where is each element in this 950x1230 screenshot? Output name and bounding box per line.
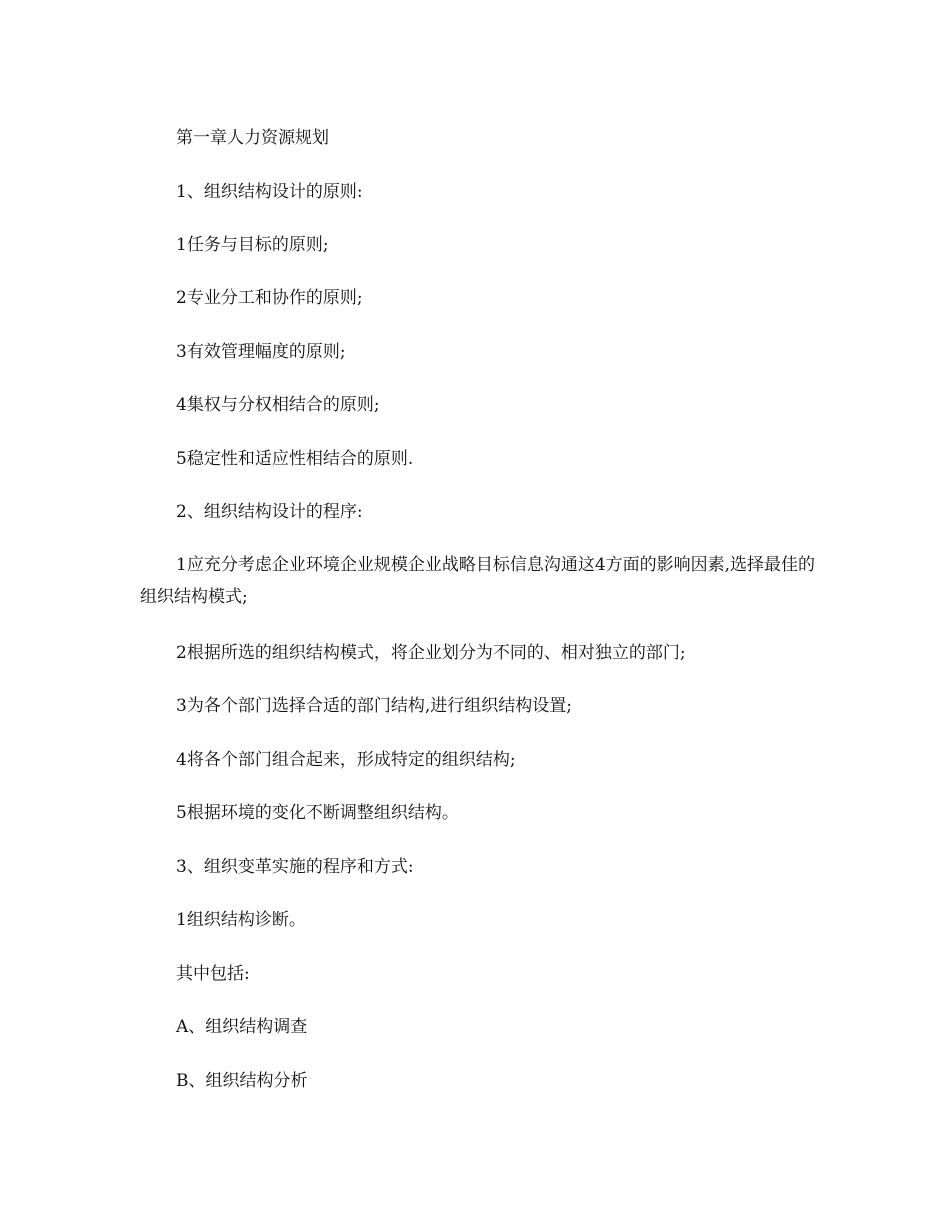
list-item: 5根据环境的变化不断调整组织结构。 xyxy=(176,803,459,823)
section-heading: 1、组织结构设计的原则: xyxy=(176,182,363,202)
list-item: 其中包括: xyxy=(176,964,250,984)
list-item: A、组织结构调查 xyxy=(176,1017,308,1037)
chapter-title: 第一章人力资源规划 xyxy=(176,128,329,148)
section-heading: 3、组织变革实施的程序和方式: xyxy=(176,857,414,877)
list-item: 3有效管理幅度的原则; xyxy=(176,342,346,362)
list-item: 1应充分考虑企业环境企业规模企业战略目标信息沟通这4方面的影响因素,选择最佳的组织结构模式; xyxy=(140,555,816,607)
list-item: 4将各个部门组合起来，形成特定的组织结构; xyxy=(176,750,516,770)
list-item: B、组织结构分析 xyxy=(176,1071,308,1091)
section-heading: 2、组织结构设计的程序: xyxy=(176,502,363,522)
list-item: 4集权与分权相结合的原则; xyxy=(176,395,380,415)
list-item: 1组织结构诊断。 xyxy=(176,910,306,930)
list-item: 2根据所选的组织结构模式，将企业划分为不同的、相对独立的部门; xyxy=(176,643,686,663)
list-item: 3为各个部门选择合适的部门结构,进行组织结构设置; xyxy=(176,696,572,716)
list-item: 5稳定性和适应性相结合的原则. xyxy=(176,449,414,469)
list-item: 2专业分工和协作的原则; xyxy=(176,288,363,308)
list-item: 1任务与目标的原则; xyxy=(176,235,329,255)
